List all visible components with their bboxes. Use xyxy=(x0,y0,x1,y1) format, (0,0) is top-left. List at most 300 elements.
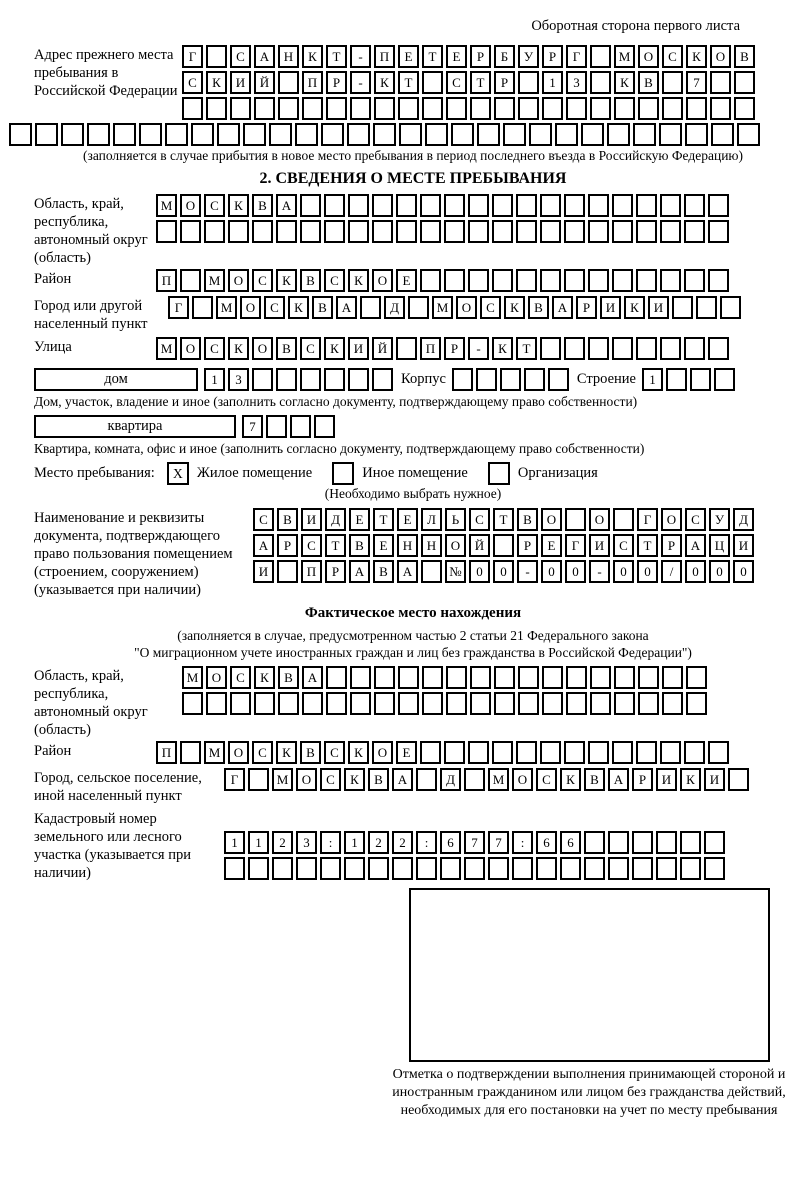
char-cell[interactable] xyxy=(444,220,465,243)
char-cell[interactable]: Ь xyxy=(445,508,466,531)
char-cell[interactable] xyxy=(708,220,729,243)
char-cell[interactable]: У xyxy=(709,508,730,531)
char-cell[interactable] xyxy=(416,857,437,880)
char-cell[interactable]: П xyxy=(374,45,395,68)
char-cell[interactable] xyxy=(300,368,321,391)
char-cell[interactable]: К xyxy=(686,45,707,68)
char-cell[interactable]: 1 xyxy=(642,368,663,391)
char-cell[interactable]: 7 xyxy=(488,831,509,854)
char-cell[interactable]: Н xyxy=(397,534,418,557)
char-cell[interactable] xyxy=(302,97,323,120)
char-cell[interactable] xyxy=(684,194,705,217)
char-cell[interactable]: : xyxy=(320,831,341,854)
char-cell[interactable] xyxy=(470,97,491,120)
char-cell[interactable] xyxy=(324,368,345,391)
char-cell[interactable]: А xyxy=(397,560,418,583)
char-cell[interactable] xyxy=(564,194,585,217)
char-cell[interactable] xyxy=(398,97,419,120)
char-cell[interactable]: 1 xyxy=(204,368,225,391)
char-cell[interactable] xyxy=(492,220,513,243)
char-cell[interactable]: Г xyxy=(565,534,586,557)
char-cell[interactable] xyxy=(372,220,393,243)
char-cell[interactable] xyxy=(326,666,347,689)
char-cell[interactable]: О xyxy=(661,508,682,531)
char-cell[interactable] xyxy=(326,97,347,120)
char-cell[interactable] xyxy=(468,269,489,292)
char-cell[interactable] xyxy=(452,368,473,391)
char-cell[interactable]: Е xyxy=(349,508,370,531)
char-cell[interactable]: В xyxy=(277,508,298,531)
char-cell[interactable] xyxy=(516,269,537,292)
char-cell[interactable]: Е xyxy=(396,741,417,764)
char-cell[interactable] xyxy=(720,296,741,319)
char-cell[interactable]: К xyxy=(254,666,275,689)
char-cell[interactable] xyxy=(180,220,201,243)
char-cell[interactable]: Т xyxy=(398,71,419,94)
char-cell[interactable]: А xyxy=(349,560,370,583)
char-cell[interactable] xyxy=(503,123,526,146)
char-cell[interactable]: К xyxy=(614,71,635,94)
char-cell[interactable] xyxy=(540,269,561,292)
char-cell[interactable] xyxy=(493,534,514,557)
char-cell[interactable] xyxy=(614,692,635,715)
char-cell[interactable]: И xyxy=(348,337,369,360)
char-cell[interactable] xyxy=(636,194,657,217)
char-cell[interactable] xyxy=(588,741,609,764)
char-cell[interactable]: О xyxy=(541,508,562,531)
char-cell[interactable]: С xyxy=(182,71,203,94)
char-cell[interactable]: К xyxy=(288,296,309,319)
char-cell[interactable]: 0 xyxy=(637,560,658,583)
char-cell[interactable]: С xyxy=(264,296,285,319)
char-cell[interactable]: 1 xyxy=(542,71,563,94)
char-cell[interactable]: 0 xyxy=(469,560,490,583)
char-cell[interactable] xyxy=(278,692,299,715)
char-cell[interactable]: 7 xyxy=(686,71,707,94)
char-cell[interactable] xyxy=(320,857,341,880)
char-cell[interactable] xyxy=(632,831,653,854)
char-cell[interactable]: 6 xyxy=(440,831,461,854)
char-cell[interactable] xyxy=(368,857,389,880)
char-cell[interactable] xyxy=(612,269,633,292)
char-cell[interactable]: 7 xyxy=(242,415,263,438)
char-cell[interactable]: В xyxy=(252,194,273,217)
char-cell[interactable]: : xyxy=(416,831,437,854)
char-cell[interactable]: Р xyxy=(325,560,346,583)
char-cell[interactable] xyxy=(422,692,443,715)
char-cell[interactable]: В xyxy=(373,560,394,583)
char-cell[interactable]: К xyxy=(560,768,581,791)
char-cell[interactable] xyxy=(206,45,227,68)
char-cell[interactable] xyxy=(191,123,214,146)
char-cell[interactable] xyxy=(492,741,513,764)
char-cell[interactable]: № xyxy=(445,560,466,583)
char-cell[interactable] xyxy=(272,857,293,880)
char-cell[interactable]: А xyxy=(608,768,629,791)
char-cell[interactable] xyxy=(690,368,711,391)
char-cell[interactable] xyxy=(324,220,345,243)
char-cell[interactable]: К xyxy=(302,45,323,68)
char-cell[interactable] xyxy=(660,269,681,292)
char-cell[interactable]: В xyxy=(368,768,389,791)
char-cell[interactable]: С xyxy=(662,45,683,68)
char-cell[interactable]: С xyxy=(469,508,490,531)
char-cell[interactable]: О xyxy=(206,666,227,689)
char-cell[interactable]: О xyxy=(180,337,201,360)
char-cell[interactable] xyxy=(350,692,371,715)
char-cell[interactable] xyxy=(425,123,448,146)
char-cell[interactable]: Р xyxy=(542,45,563,68)
char-cell[interactable] xyxy=(612,741,633,764)
char-cell[interactable] xyxy=(636,220,657,243)
char-cell[interactable]: Т xyxy=(637,534,658,557)
char-cell[interactable] xyxy=(684,269,705,292)
char-cell[interactable]: М xyxy=(204,741,225,764)
char-cell[interactable]: С xyxy=(324,741,345,764)
char-cell[interactable]: К xyxy=(276,269,297,292)
char-cell[interactable]: В xyxy=(734,45,755,68)
char-cell[interactable] xyxy=(540,220,561,243)
char-cell[interactable] xyxy=(660,220,681,243)
char-cell[interactable] xyxy=(348,368,369,391)
char-cell[interactable] xyxy=(518,97,539,120)
char-cell[interactable] xyxy=(348,194,369,217)
char-cell[interactable] xyxy=(422,71,443,94)
char-cell[interactable] xyxy=(684,220,705,243)
char-cell[interactable]: С xyxy=(301,534,322,557)
char-cell[interactable] xyxy=(321,123,344,146)
char-cell[interactable] xyxy=(516,194,537,217)
char-cell[interactable] xyxy=(518,666,539,689)
checkbox-zhiloe[interactable]: X xyxy=(167,462,189,485)
char-cell[interactable] xyxy=(468,220,489,243)
char-cell[interactable] xyxy=(254,97,275,120)
char-cell[interactable]: О xyxy=(512,768,533,791)
char-cell[interactable] xyxy=(494,666,515,689)
char-cell[interactable] xyxy=(217,123,240,146)
char-cell[interactable]: Д xyxy=(325,508,346,531)
char-cell[interactable]: - xyxy=(350,71,371,94)
char-cell[interactable]: О xyxy=(710,45,731,68)
char-cell[interactable] xyxy=(446,692,467,715)
char-cell[interactable]: К xyxy=(492,337,513,360)
char-cell[interactable]: Т xyxy=(373,508,394,531)
char-cell[interactable]: Д xyxy=(440,768,461,791)
char-cell[interactable] xyxy=(422,97,443,120)
char-cell[interactable] xyxy=(708,194,729,217)
char-cell[interactable] xyxy=(182,97,203,120)
char-cell[interactable]: 1 xyxy=(248,831,269,854)
char-cell[interactable]: И xyxy=(704,768,725,791)
char-cell[interactable] xyxy=(300,194,321,217)
char-cell[interactable] xyxy=(588,269,609,292)
char-cell[interactable]: И xyxy=(648,296,669,319)
char-cell[interactable] xyxy=(659,123,682,146)
char-cell[interactable] xyxy=(584,831,605,854)
char-cell[interactable] xyxy=(248,768,269,791)
char-cell[interactable] xyxy=(529,123,552,146)
char-cell[interactable]: В xyxy=(312,296,333,319)
char-cell[interactable]: К xyxy=(344,768,365,791)
char-cell[interactable] xyxy=(266,415,287,438)
char-cell[interactable] xyxy=(468,741,489,764)
char-cell[interactable]: И xyxy=(301,508,322,531)
char-cell[interactable] xyxy=(684,741,705,764)
char-cell[interactable]: А xyxy=(392,768,413,791)
char-cell[interactable] xyxy=(590,71,611,94)
char-cell[interactable]: К xyxy=(624,296,645,319)
char-cell[interactable]: Й xyxy=(469,534,490,557)
char-cell[interactable] xyxy=(269,123,292,146)
char-cell[interactable]: С xyxy=(204,194,225,217)
char-cell[interactable]: К xyxy=(348,741,369,764)
char-cell[interactable]: С xyxy=(446,71,467,94)
char-cell[interactable] xyxy=(373,123,396,146)
char-cell[interactable] xyxy=(636,741,657,764)
char-cell[interactable]: 1 xyxy=(224,831,245,854)
char-cell[interactable]: 6 xyxy=(536,831,557,854)
char-cell[interactable]: Г xyxy=(637,508,658,531)
char-cell[interactable]: С xyxy=(300,337,321,360)
char-cell[interactable] xyxy=(685,123,708,146)
char-cell[interactable] xyxy=(350,666,371,689)
char-cell[interactable] xyxy=(464,768,485,791)
char-cell[interactable]: М xyxy=(272,768,293,791)
char-cell[interactable]: С xyxy=(536,768,557,791)
char-cell[interactable]: О xyxy=(228,741,249,764)
char-cell[interactable] xyxy=(660,741,681,764)
char-cell[interactable] xyxy=(660,194,681,217)
char-cell[interactable]: Т xyxy=(326,45,347,68)
char-cell[interactable] xyxy=(180,741,201,764)
char-cell[interactable] xyxy=(278,97,299,120)
char-cell[interactable] xyxy=(446,97,467,120)
char-cell[interactable]: 3 xyxy=(566,71,587,94)
char-cell[interactable]: С xyxy=(613,534,634,557)
char-cell[interactable]: Е xyxy=(396,269,417,292)
char-cell[interactable]: А xyxy=(276,194,297,217)
char-cell[interactable] xyxy=(666,368,687,391)
char-cell[interactable]: А xyxy=(336,296,357,319)
char-cell[interactable] xyxy=(295,123,318,146)
char-cell[interactable]: Р xyxy=(494,71,515,94)
char-cell[interactable]: 1 xyxy=(344,831,365,854)
char-cell[interactable] xyxy=(248,857,269,880)
char-cell[interactable] xyxy=(711,123,734,146)
char-cell[interactable]: П xyxy=(156,741,177,764)
char-cell[interactable] xyxy=(512,857,533,880)
char-cell[interactable] xyxy=(182,692,203,715)
char-cell[interactable] xyxy=(612,194,633,217)
char-cell[interactable] xyxy=(396,337,417,360)
char-cell[interactable]: 3 xyxy=(296,831,317,854)
char-cell[interactable]: Г xyxy=(224,768,245,791)
char-cell[interactable] xyxy=(632,857,653,880)
char-cell[interactable]: О xyxy=(296,768,317,791)
char-cell[interactable]: С xyxy=(230,666,251,689)
char-cell[interactable] xyxy=(708,741,729,764)
char-cell[interactable] xyxy=(470,666,491,689)
char-cell[interactable] xyxy=(656,831,677,854)
char-cell[interactable] xyxy=(206,97,227,120)
char-cell[interactable]: М xyxy=(156,337,177,360)
char-cell[interactable]: Г xyxy=(182,45,203,68)
char-cell[interactable] xyxy=(277,560,298,583)
char-cell[interactable] xyxy=(374,692,395,715)
char-cell[interactable] xyxy=(224,857,245,880)
char-cell[interactable] xyxy=(470,692,491,715)
char-cell[interactable] xyxy=(638,666,659,689)
char-cell[interactable]: В xyxy=(638,71,659,94)
char-cell[interactable]: В xyxy=(349,534,370,557)
char-cell[interactable]: П xyxy=(420,337,441,360)
char-cell[interactable] xyxy=(290,415,311,438)
char-cell[interactable]: А xyxy=(685,534,706,557)
char-cell[interactable] xyxy=(252,220,273,243)
char-cell[interactable]: К xyxy=(504,296,525,319)
char-cell[interactable]: О xyxy=(638,45,659,68)
char-cell[interactable] xyxy=(398,692,419,715)
char-cell[interactable] xyxy=(638,692,659,715)
char-cell[interactable] xyxy=(704,831,725,854)
char-cell[interactable] xyxy=(518,71,539,94)
char-cell[interactable]: 2 xyxy=(392,831,413,854)
char-cell[interactable] xyxy=(477,123,500,146)
char-cell[interactable]: Е xyxy=(398,45,419,68)
char-cell[interactable] xyxy=(156,220,177,243)
char-cell[interactable]: Р xyxy=(576,296,597,319)
char-cell[interactable]: С xyxy=(252,269,273,292)
char-cell[interactable]: Т xyxy=(493,508,514,531)
char-cell[interactable]: Д xyxy=(733,508,754,531)
char-cell[interactable]: О xyxy=(372,741,393,764)
char-cell[interactable] xyxy=(488,857,509,880)
char-cell[interactable] xyxy=(296,857,317,880)
char-cell[interactable] xyxy=(113,123,136,146)
char-cell[interactable] xyxy=(708,269,729,292)
char-cell[interactable] xyxy=(228,220,249,243)
char-cell[interactable]: 3 xyxy=(228,368,249,391)
char-cell[interactable] xyxy=(516,220,537,243)
char-cell[interactable]: А xyxy=(302,666,323,689)
char-cell[interactable] xyxy=(276,220,297,243)
char-cell[interactable]: Р xyxy=(277,534,298,557)
char-cell[interactable] xyxy=(542,666,563,689)
char-cell[interactable] xyxy=(61,123,84,146)
char-cell[interactable] xyxy=(444,741,465,764)
char-cell[interactable]: - xyxy=(350,45,371,68)
char-cell[interactable]: 0 xyxy=(493,560,514,583)
char-cell[interactable]: И xyxy=(253,560,274,583)
char-cell[interactable] xyxy=(139,123,162,146)
char-cell[interactable]: В xyxy=(517,508,538,531)
char-cell[interactable] xyxy=(686,666,707,689)
char-cell[interactable]: И xyxy=(230,71,251,94)
char-cell[interactable] xyxy=(540,194,561,217)
char-cell[interactable]: Р xyxy=(661,534,682,557)
char-cell[interactable] xyxy=(633,123,656,146)
char-cell[interactable] xyxy=(374,666,395,689)
char-cell[interactable] xyxy=(662,71,683,94)
char-cell[interactable] xyxy=(540,337,561,360)
char-cell[interactable] xyxy=(734,97,755,120)
char-cell[interactable] xyxy=(451,123,474,146)
char-cell[interactable] xyxy=(165,123,188,146)
char-cell[interactable] xyxy=(372,194,393,217)
char-cell[interactable]: 0 xyxy=(541,560,562,583)
char-cell[interactable] xyxy=(608,831,629,854)
char-cell[interactable]: 0 xyxy=(565,560,586,583)
char-cell[interactable]: А xyxy=(253,534,274,557)
char-cell[interactable]: 7 xyxy=(464,831,485,854)
char-cell[interactable]: С xyxy=(320,768,341,791)
char-cell[interactable] xyxy=(180,269,201,292)
char-cell[interactable] xyxy=(500,368,521,391)
char-cell[interactable] xyxy=(708,337,729,360)
char-cell[interactable]: К xyxy=(206,71,227,94)
char-cell[interactable]: - xyxy=(468,337,489,360)
char-cell[interactable]: Т xyxy=(325,534,346,557)
char-cell[interactable] xyxy=(584,857,605,880)
char-cell[interactable] xyxy=(421,560,442,583)
char-cell[interactable]: : xyxy=(512,831,533,854)
char-cell[interactable] xyxy=(524,368,545,391)
char-cell[interactable] xyxy=(420,194,441,217)
char-cell[interactable] xyxy=(662,666,683,689)
char-cell[interactable] xyxy=(35,123,58,146)
char-cell[interactable] xyxy=(607,123,630,146)
char-cell[interactable] xyxy=(192,296,213,319)
char-cell[interactable] xyxy=(420,741,441,764)
char-cell[interactable] xyxy=(590,45,611,68)
char-cell[interactable]: Г xyxy=(168,296,189,319)
char-cell[interactable]: Г xyxy=(566,45,587,68)
char-cell[interactable]: П xyxy=(156,269,177,292)
char-cell[interactable]: / xyxy=(661,560,682,583)
char-cell[interactable]: Б xyxy=(494,45,515,68)
char-cell[interactable] xyxy=(684,337,705,360)
char-cell[interactable] xyxy=(360,296,381,319)
char-cell[interactable] xyxy=(374,97,395,120)
char-cell[interactable]: М xyxy=(216,296,237,319)
char-cell[interactable]: К xyxy=(348,269,369,292)
char-cell[interactable] xyxy=(440,857,461,880)
char-cell[interactable] xyxy=(566,692,587,715)
char-cell[interactable]: 0 xyxy=(613,560,634,583)
char-cell[interactable] xyxy=(392,857,413,880)
char-cell[interactable] xyxy=(672,296,693,319)
char-cell[interactable] xyxy=(540,741,561,764)
char-cell[interactable]: Е xyxy=(397,508,418,531)
char-cell[interactable]: Н xyxy=(278,45,299,68)
char-cell[interactable]: М xyxy=(614,45,635,68)
char-cell[interactable]: И xyxy=(589,534,610,557)
char-cell[interactable]: К xyxy=(228,194,249,217)
char-cell[interactable]: 0 xyxy=(709,560,730,583)
char-cell[interactable]: О xyxy=(456,296,477,319)
char-cell[interactable]: В xyxy=(276,337,297,360)
char-cell[interactable]: Р xyxy=(632,768,653,791)
char-cell[interactable]: Т xyxy=(470,71,491,94)
char-cell[interactable] xyxy=(444,194,465,217)
char-cell[interactable] xyxy=(398,666,419,689)
char-cell[interactable]: В xyxy=(584,768,605,791)
char-cell[interactable] xyxy=(590,692,611,715)
char-cell[interactable] xyxy=(581,123,604,146)
char-cell[interactable]: О xyxy=(180,194,201,217)
char-cell[interactable]: М xyxy=(182,666,203,689)
char-cell[interactable]: С xyxy=(204,337,225,360)
